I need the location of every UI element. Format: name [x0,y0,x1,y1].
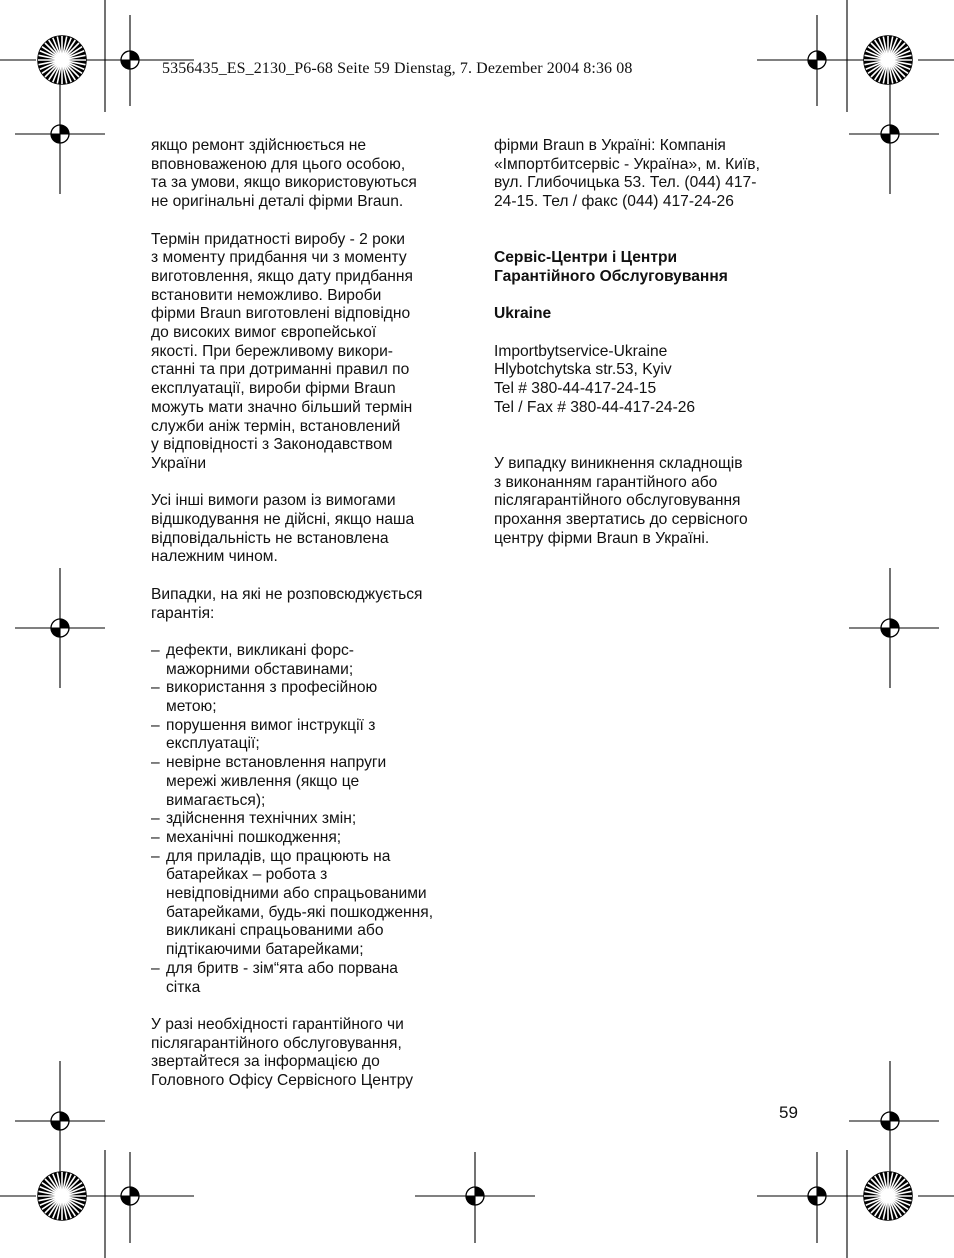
exclusions-intro: Випадки, на які не розповсюджується гарантія: [151,585,423,622]
warranty-exclusion-paragraph: якщо ремонт здійснюється не вповноваженою для цього особою, та за умови, якщо використовуються не оригінальні деталі фірми Braun. [151,137,417,211]
list-item: – здійснення технічних змін; [151,810,469,829]
other-claims-paragraph: Усі інші вимоги разом із вимогами відшкодування не дійсні, якщо наша відповідальність не встановлена належним чином. [151,492,415,566]
right-column [494,137,824,548]
service-life-paragraph: Термін придатності виробу - 2 роки з моменту придбання чи з моменту виготовлення, якщо дату придбання встановити неможливо. Вироби фірми Braun виготовлені відповідно до високих вимог європейської якості. При бережливому викори- станні та при дотриманні правил по експлуатації, вироби фірми Braun можуть мати значно більший термін служби аніж термін, встановлений у відповідності з Законодавством України [151,230,413,472]
list-item: – дефекти, викликані форс- мажорними обставинами; [151,642,469,679]
difficulties-paragraph: У випадку виникнення складнощів з виконанням гарантійного або післягарантійного обслуговування прохання звертатись до сервісного центру фірми Braun в Україні. [494,454,748,547]
print-slug-line: 5356435_ES_2130_P6-68 Seite 59 Dienstag, 7. Dezember 2004 8:36 08 [162,60,633,77]
left-column [151,137,469,1091]
list-item: – використання з професійною метою; [151,679,469,716]
list-item: – для приладів, що працюють на батарейках – робота з невідповідними або спрацьованими батарейками, будь-які пошкодження, викликані спрацьованими або підтікаючими батарейками; [151,848,469,960]
service-centers-heading: Сервіс-Центри і Центри Гарантійного Обслуговування [494,249,728,285]
country-heading: Ukraine [494,305,552,323]
list-item: – невірне встановлення напруги мережі живлення (якщо це вимагається); [151,754,469,810]
list-item: – порушення вимог інструкції з експлуатації; [151,717,469,754]
service-address: Importbytservice-Ukraine Hlybotchytska str.53, Kyiv Tel # 380-44-417-24-15 Tel / Fax # 380-44-417-24-26 [494,342,696,416]
exclusions-list [151,642,469,997]
contact-info-paragraph: У разі необхідності гарантійного чи післягарантійного обслуговування, звертайтеся за інформацією до Головного Офісу Сервісного Центру [151,1015,413,1090]
page-number: 59 [779,1103,798,1122]
company-contact-paragraph: фірми Braun в Україні: Компанія «Імпортбитсервіс - Україна», м. Київ, вул. Глибочицька 53. Тел. (044) 417- 24-15. Тел / факс (044) 417-24-26 [494,137,760,211]
list-item: – механічні пошкодження; [151,829,469,848]
list-item: – для бритв - зім“ята або порвана сітка [151,960,469,997]
